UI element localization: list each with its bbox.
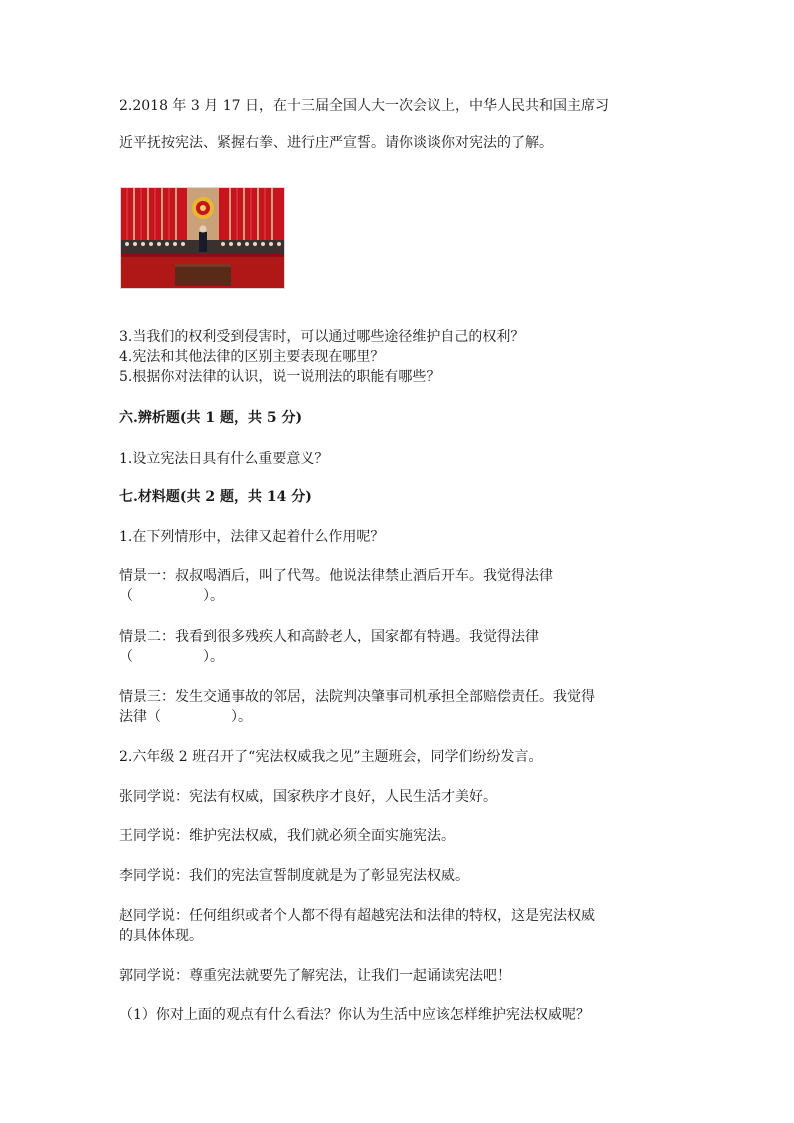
question-4: 4.宪法和其他法律的区别主要表现在哪里？ xyxy=(119,349,385,365)
student-wang: 王同学说：维护宪法权威，我们就必须全面实施宪法。 xyxy=(119,828,455,844)
oath-ceremony-photo xyxy=(120,187,285,289)
scenario-3-line-2: 法律（ ）。 xyxy=(119,709,252,725)
section-7-question-2: 2.六年级 2 班召开了“宪法权威我之见”主题班会，同学们纷纷发言。 xyxy=(119,749,543,765)
student-zhang: 张同学说：宪法有权威，国家秩序才良好，人民生活才美好。 xyxy=(119,789,497,805)
student-zhao-line-2: 的具体体现。 xyxy=(119,928,203,944)
student-li: 李同学说：我们的宪法宣誓制度就是为了彰显宪法权威。 xyxy=(119,868,469,884)
scenario-1-blank: （ ）。 xyxy=(119,588,224,604)
scenario-3-line-1: 情景三：发生交通事故的邻居，法院判决肇事司机承担全部赔偿责任。我觉得 xyxy=(119,689,595,705)
question-2-line-1: 2.2018 年 3 月 17 日，在十三届全国人大一次会议上，中华人民共和国主席习 xyxy=(119,98,609,114)
question-2-line-2: 近平抚按宪法、紧握右拳、进行庄严宣誓。请你谈谈你对宪法的了解。 xyxy=(119,135,553,151)
student-zhao-line-1: 赵同学说：任何组织或者个人都不得有超越宪法和法律的特权，这是宪法权威 xyxy=(119,908,595,924)
section-7-heading: 七.材料题(共 2 题，共 14 分) xyxy=(119,489,312,505)
scenario-1-line-1: 情景一：叔叔喝酒后，叫了代驾。他说法律禁止酒后开车。我觉得法律 xyxy=(119,568,553,584)
question-3: 3.当我们的权利受到侵害时，可以通过哪些途径维护自己的权利？ xyxy=(119,329,525,345)
section-7-question-1: 1.在下列情形中，法律又起着什么作用呢？ xyxy=(119,529,385,545)
scenario-2-line-1: 情景二：我看到很多残疾人和高龄老人，国家都有特遇。我觉得法律 xyxy=(119,629,539,645)
section-6-question-1: 1.设立宪法日具有什么重要意义？ xyxy=(119,451,329,467)
question-5: 5.根据你对法律的认识，说一说刑法的职能有哪些？ xyxy=(119,369,441,385)
student-guo: 郭同学说：尊重宪法就要先了解宪法，让我们一起诵读宪法吧！ xyxy=(119,968,511,984)
scenario-2-blank: （ ）。 xyxy=(119,649,224,665)
sub-question-1: （1）你对上面的观点有什么看法？你认为生活中应该怎样维护宪法权威呢？ xyxy=(119,1007,590,1023)
section-6-heading: 六.辨析题(共 1 题，共 5 分) xyxy=(119,410,303,426)
